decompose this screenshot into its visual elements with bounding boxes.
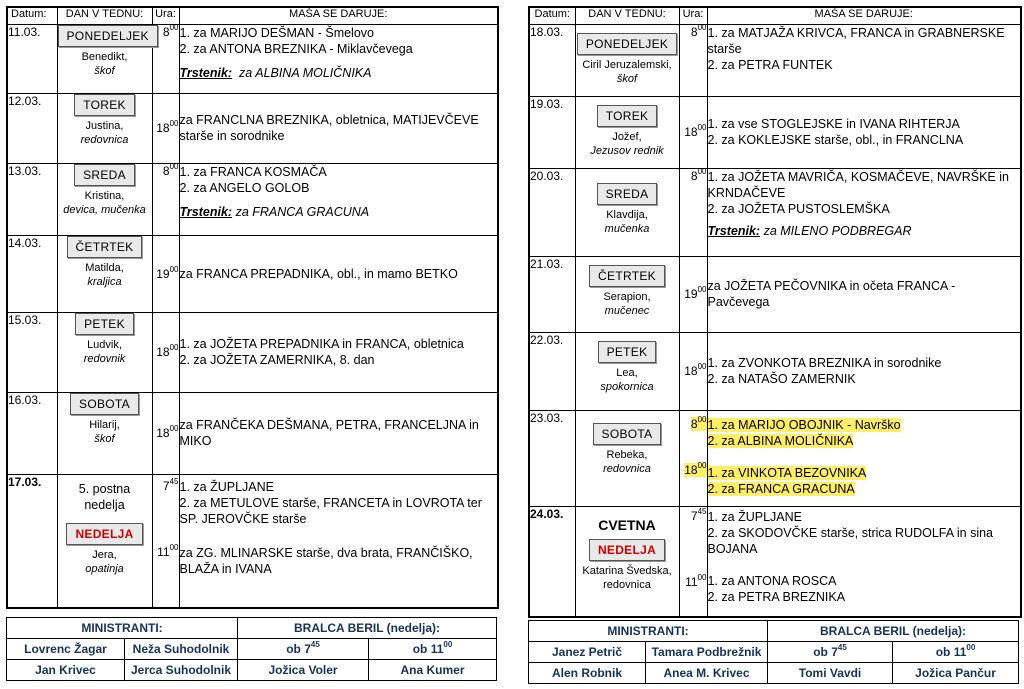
saint-role: škof xyxy=(616,72,638,85)
saint-name: Jera, xyxy=(92,548,117,561)
mass-intention: 1. za JOŽETA MAVRIČA, KOSMAČEVE, NAVRŠKE in xyxy=(707,169,1009,184)
mass-time: $8^{00}$ xyxy=(690,166,707,183)
trstenik-note: Trstenik: za FRANCA GRACUNA xyxy=(179,204,370,219)
day-badge: PONEDELJEK xyxy=(58,25,158,47)
saint-role: opatinja xyxy=(85,562,124,575)
saint-name: Ludvik, xyxy=(87,338,122,351)
mass-intention: 2. za ALBINA MOLIČNIKA xyxy=(707,433,854,448)
trstenik-note: Trstenik: za ALBINA MOLIČNIKA xyxy=(179,65,372,80)
mass-time: $8^{00}$ xyxy=(690,22,707,39)
day-badge: TOREK xyxy=(74,94,135,116)
reading-time: ob $7^{45}$ xyxy=(238,639,369,660)
day-badge: NEDELJA xyxy=(589,539,665,561)
saint-name: Serapion, xyxy=(603,290,651,303)
reading-time: ob $11^{00}$ xyxy=(893,642,1019,663)
mass-intention: 2. za ANGELO GOLOB xyxy=(179,180,310,195)
date-cell: 11.03. xyxy=(7,24,57,93)
mass-time: $18^{00}$ xyxy=(684,362,707,378)
mass-intention: starše xyxy=(707,41,742,56)
table-row xyxy=(7,163,498,235)
table-row xyxy=(529,506,1021,617)
mass-intention: 2. za KOKLEJSKE starše, obl., in FRANCLNA xyxy=(707,133,964,147)
mass-intention: 2. za JOŽETA PUSTOSLEMŠKA xyxy=(707,201,890,216)
date-cell: 13.03. xyxy=(7,163,57,235)
date-cell: 18.03. xyxy=(529,24,575,96)
ministrant-name: Anea M. Krivec xyxy=(646,663,768,684)
mass-intention: MIKO xyxy=(179,434,212,448)
date-cell: 22.03. xyxy=(529,332,575,410)
header-day: DAN V TEDNU: xyxy=(575,7,679,24)
saint-role: redovnica xyxy=(603,462,651,475)
date-cell: 12.03. xyxy=(7,93,57,163)
mass-intention: 2. za ANTONA BREZNIKA - Miklavčevega xyxy=(179,41,413,56)
mass-intention: 2. za JOŽETA ZAMERNIKA, 8. dan xyxy=(179,353,375,367)
table-row xyxy=(7,474,498,608)
reading-time: ob $7^{45}$ xyxy=(768,642,893,663)
ministrant-name: Janez Petrič xyxy=(529,642,646,663)
table-row xyxy=(7,392,498,474)
mass-intention: za FRANCLNA BREZNIKA, obletnica, MATIJEVČEVE xyxy=(179,113,479,127)
date-cell: 16.03. xyxy=(7,392,57,474)
schedule-table-right xyxy=(528,6,1022,618)
saint-role: Jezusov rednik xyxy=(590,144,664,157)
bralca-title: BRALCA BERIL (nedelja): xyxy=(768,621,1019,642)
footer-right xyxy=(528,620,1019,684)
mass-intention: 2. za SKODOVČKE starše, strica RUDOLFA in sina xyxy=(707,525,994,540)
saint-role: redovnik xyxy=(83,352,126,365)
mass-intention: BLAŽA in IVANA xyxy=(179,561,272,576)
table-row xyxy=(7,93,498,163)
day-badge: SREDA xyxy=(597,183,658,205)
mass-intention: 1. za ŽUPLJANE xyxy=(707,509,802,524)
mass-time: $18^{00}$ xyxy=(684,460,707,477)
schedule-week-1 xyxy=(6,6,499,609)
mass-time: $18^{00}$ xyxy=(156,119,179,135)
day-badge: PONEDELJEK xyxy=(577,33,677,55)
trstenik-note: Trstenik: za MILENO PODBREGAR xyxy=(707,223,912,238)
mass-time: $7^{45}$ xyxy=(690,506,707,523)
mass-time: $8^{00}$ xyxy=(162,161,179,178)
day-badge: SOBOTA xyxy=(593,423,662,445)
ministranti-title: MINISTRANTI: xyxy=(529,621,768,642)
saint-name: Klavdija, xyxy=(606,208,648,221)
reader-name: Tomi Vavdi xyxy=(768,663,893,684)
table-row xyxy=(529,168,1021,256)
table-row xyxy=(7,235,498,312)
ministrant-name: Neža Suhodolnik xyxy=(125,639,238,660)
saint-role: redovnica xyxy=(603,578,651,591)
mass-intention: BOJANA xyxy=(707,541,758,556)
header-mass: MAŠA SE DARUJE: xyxy=(707,7,1021,24)
saint-name: Benedikt, xyxy=(81,50,128,63)
mass-intention: 1. za JOŽETA PREPADNIKA in FRANCA, obletnica xyxy=(179,337,464,351)
saint-name: Hilarij, xyxy=(89,418,120,431)
saint-name: Jožef, xyxy=(612,130,642,143)
mass-intention: za JOŽETA PEČOVNIKA in očeta FRANCA - Pavčevega xyxy=(707,279,956,309)
day-badge: PETEK xyxy=(598,341,657,363)
mass-time: $7^{45}$ xyxy=(162,476,179,493)
mass-time: $18^{00}$ xyxy=(684,123,707,139)
mass-intention: SP. JEROVČKE starše xyxy=(179,511,307,526)
mass-intention: 2. za METULOVE starše, FRANCETA in LOVROTA ter xyxy=(179,495,482,510)
saint-name: Justina, xyxy=(85,119,124,132)
mass-time: $8^{00}$ xyxy=(162,22,179,39)
bralca-title: BRALCA BERIL (nedelja): xyxy=(238,618,497,639)
ministrant-name: Tamara Podbrežnik xyxy=(646,642,768,663)
footer-left xyxy=(6,617,497,681)
date-cell: 21.03. xyxy=(529,256,575,332)
mass-intention: 1. za ŽUPLJANE xyxy=(179,479,274,494)
mass-intention: 1. za MARIJO OBOJNIK - Navrško xyxy=(707,417,901,432)
ministranti-title: MINISTRANTI: xyxy=(7,618,238,639)
saint-name: Rebeka, xyxy=(606,448,648,461)
mass-intention: za FRANCA PREPADNIKA, obl., in mamo BETKO xyxy=(179,266,458,281)
table-row xyxy=(529,24,1021,96)
mass-intention: 2. za FRANCA GRACUNA xyxy=(707,481,855,496)
ministrant-name: Jerca Suhodolnik xyxy=(125,660,238,681)
mass-time: $18^{00}$ xyxy=(156,424,179,440)
saint-role: škof xyxy=(94,64,115,77)
saint-name: Ciril Jeruzalemski, xyxy=(582,58,672,71)
date-cell: 20.03. xyxy=(529,168,575,256)
mass-time: $19^{00}$ xyxy=(684,285,707,301)
date-cell: 15.03. xyxy=(7,312,57,392)
saint-name: Kristina, xyxy=(84,189,125,202)
reader-name: Ana Kumer xyxy=(369,660,497,681)
saint-role: kraljica xyxy=(87,275,122,288)
week-label: CVETNA xyxy=(598,516,656,533)
table-row xyxy=(529,410,1021,506)
mass-intention: 1. za FRANCA KOSMAČA xyxy=(179,164,327,179)
mass-intention: 2. za PETRA BREZNIKA xyxy=(707,589,846,604)
day-badge: SOBOTA xyxy=(70,393,139,415)
mass-intention: 2. za PETRA FUNTEK xyxy=(707,57,833,72)
schedule-table-left xyxy=(6,6,499,609)
date-cell: 24.03. xyxy=(529,506,575,617)
schedule-week-2 xyxy=(528,6,1022,618)
saint-name: Matilda, xyxy=(85,261,124,274)
saint-role: redovnica xyxy=(80,133,129,146)
ministrant-name: Jan Krivec xyxy=(7,660,125,681)
mass-time: $18^{00}$ xyxy=(156,343,179,359)
day-badge: NEDELJA xyxy=(66,523,142,545)
date-cell: 14.03. xyxy=(7,235,57,312)
mass-intention: 1. za MARIJO DEŠMAN - Šmelovo xyxy=(179,25,374,40)
day-badge: PETEK xyxy=(75,313,134,335)
mass-intention: 2. za NATAŠO ZAMERNIK xyxy=(707,372,856,386)
mass-time: $8^{00}$ xyxy=(690,414,707,431)
reader-name: Jožica Pančur xyxy=(893,663,1019,684)
reading-time: ob $11^{00}$ xyxy=(369,639,497,660)
header-time: Ura: xyxy=(679,7,707,24)
header-date: Datum: xyxy=(7,7,57,24)
date-cell: 17.03. xyxy=(7,474,57,608)
reader-name: Jožica Voler xyxy=(238,660,369,681)
table-row xyxy=(7,312,498,392)
mass-intention: starše in sorodnike xyxy=(179,129,285,143)
mass-intention: za FRANČEKA DEŠMANA, PETRA, FRANCELJNA in xyxy=(179,418,479,432)
ministrant-name: Alen Robnik xyxy=(529,663,646,684)
saint-role: mučenka xyxy=(604,222,650,235)
saint-name: Katarina Švedska, xyxy=(582,564,672,577)
saint-role: devica, mučenka xyxy=(63,203,146,216)
mass-intention: 1. za ZVONKOTA BREZNIKA in sorodnike xyxy=(707,356,942,370)
mass-intention: KRNDAČEVE xyxy=(707,185,786,200)
mass-time: $19^{00}$ xyxy=(156,264,179,281)
mass-intention: 1. za ANTONA ROSCA xyxy=(707,573,837,588)
day-badge: ČETRTEK xyxy=(589,265,665,287)
saint-role: škof xyxy=(94,432,115,445)
mass-time: $11^{00}$ xyxy=(685,572,707,589)
date-cell: 23.03. xyxy=(529,410,575,506)
ministrant-name: Lovrenc Žagar xyxy=(7,639,125,660)
mass-intention: 1. za MATJAŽA KRIVCA, FRANCA in GRABNERSKE xyxy=(707,25,1005,40)
header-mass: MAŠA SE DARUJE: xyxy=(179,7,498,24)
day-badge: SREDA xyxy=(74,164,135,186)
saint-role: mučenec xyxy=(604,304,650,317)
saint-role: spokornica xyxy=(600,380,654,393)
table-row xyxy=(529,256,1021,332)
date-cell: 19.03. xyxy=(529,96,575,168)
header-day: DAN V TEDNU: xyxy=(57,7,152,24)
table-row xyxy=(7,24,498,93)
mass-intention: 1. za VINKOTA BEZOVNIKA xyxy=(707,465,867,480)
mass-intention: za ZG. MLINARSKE starše, dva brata, FRANČIŠKO, xyxy=(179,545,473,560)
saint-name: Lea, xyxy=(616,366,638,379)
week-label: 5. postna nedelja xyxy=(78,481,131,512)
table-row xyxy=(529,96,1021,168)
day-badge: TOREK xyxy=(597,105,658,127)
day-badge: ČETRTEK xyxy=(67,236,143,258)
mass-time: $11^{00}$ xyxy=(157,542,179,559)
mass-intention: 1. za vse STOGLEJSKE in IVANA RIHTERJA xyxy=(707,117,960,131)
table-row xyxy=(529,332,1021,410)
header-time: Ura: xyxy=(152,7,179,24)
header-date: Datum: xyxy=(529,7,575,24)
